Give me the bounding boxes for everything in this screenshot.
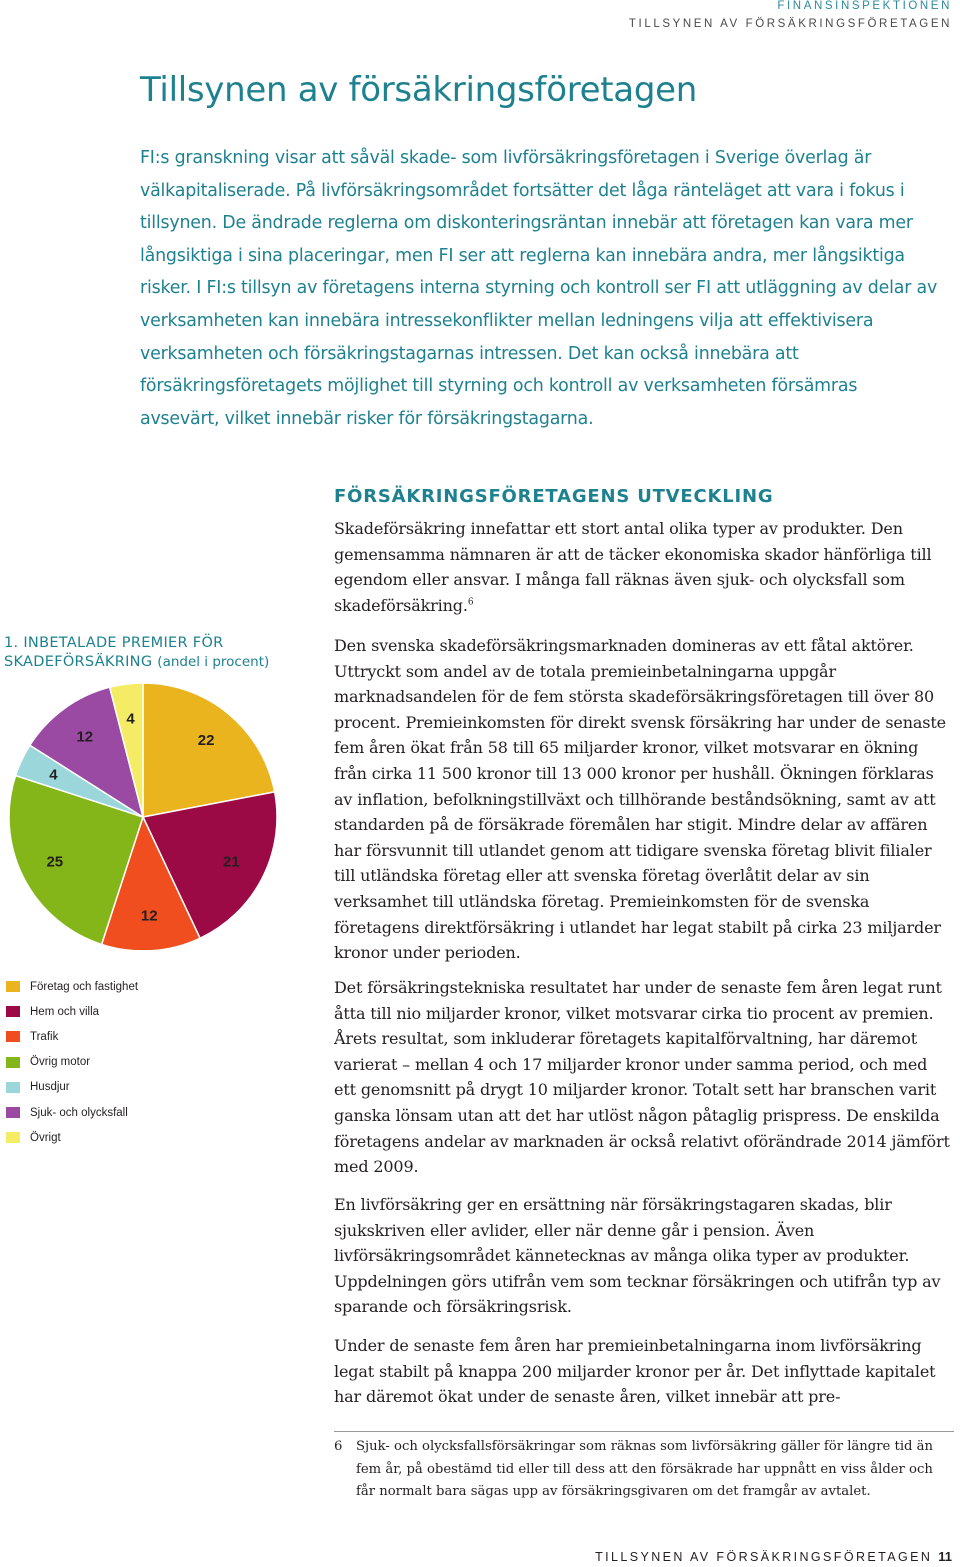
page-footer <box>595 1549 952 1564</box>
legend-item-1 <box>6 999 138 1024</box>
legend-item-4 <box>6 1075 138 1100</box>
footnote-text: Sjuk- och olycksfallsförsäkringar som räknas som livförsäkring gäller för längre tid än fem år, på obestämd tid eller till dess att den försäkrade har uppnått en viss ålder och får normalt bara sägas upp av försäkringsgivaren om det framgår av avtalet. <box>356 1439 934 1500</box>
pie-label-5: 12 <box>76 728 94 746</box>
pie-label-6: 4 <box>126 710 135 728</box>
legend-swatch-1 <box>6 1006 20 1017</box>
legend-item-3 <box>6 1050 138 1075</box>
body-paragraph-5: Under de senaste fem åren har premieinbetalningarna inom livförsäkring legat stabilt på knappa 200 miljarder kronor per år. Det inflyttade kapitalet har däremot ökat under de senaste åren, vilket innebär att pre- <box>334 1336 936 1407</box>
legend-label-4: Husdjur <box>30 1081 70 1094</box>
legend-label-2: Trafik <box>30 1030 59 1043</box>
legend-swatch-6 <box>6 1132 20 1143</box>
pie-label-2: 12 <box>140 907 158 925</box>
pie-chart <box>0 680 300 950</box>
chart-title-text: 1. INBETALADE PREMIER FÖR SKADEFÖRSÄKRING <box>4 635 224 670</box>
section-heading: FÖRSÄKRINGSFÖRETAGENS UTVECKLING <box>334 486 774 507</box>
legend-swatch-0 <box>6 981 20 992</box>
footnote-reference[interactable]: 6 <box>467 597 474 608</box>
lead-paragraph: FI:s granskning visar att såväl skade- som livförsäkringsföretagen i Sverige överlag är välkapitaliserade. På livförsäkringsområdet fortsätter det låga ränteläget att vara i fokus i tillsynen. De ändrade reglerna om diskonteringsräntan innebär att företagen kan vara mer långsiktiga i sina placeringar, men FI ser att reglerna kan innebära andra, mer långsiktiga risker. I FI:s tillsyn av företagens interna styrning och kontroll ser FI att utläggning av delar av verksamheten kan innebära intressekonflikter mellan ledningens vilja att effektivisera verksamheten och försäkringstagarnas intressen. Det kan också innebära att försäkringsföretagets möjlighet till styrning och kontroll av verksamheten försämras avsevärt, vilket innebär risker för försäkringstagarna. <box>140 148 938 429</box>
footnote <box>334 1436 954 1504</box>
pie-label-1: 21 <box>222 853 240 871</box>
pie-label-3: 25 <box>46 853 64 871</box>
header-section: TILLSYNEN AV FÖRSÄKRINGSFÖRETAGEN <box>628 18 952 30</box>
footnote-number: 6 <box>334 1439 343 1454</box>
page-number: 11 <box>938 1549 952 1564</box>
pie-label-0: 22 <box>197 732 215 750</box>
pie-label-4: 4 <box>49 766 58 784</box>
legend-label-5: Sjuk- och olycksfall <box>30 1106 128 1119</box>
legend-label-3: Övrig motor <box>30 1056 91 1069</box>
legend-label-6: Övrigt <box>30 1131 61 1144</box>
chart-title <box>4 634 314 672</box>
footer-section: TILLSYNEN AV FÖRSÄKRINGSFÖRETAGEN <box>595 1550 933 1564</box>
page-title: Tillsynen av försäkringsföretagen <box>140 70 697 110</box>
body-paragraph-2: Den svenska skadeförsäkringsmarknaden domineras av ett fåtal aktörer. Uttryckt som andel av de totala premieinbetalningarna uppgår marknadsandelen för de fem största skadeförsäkringsföretagen till över 80 procent. Premieinkomsten för direkt svensk försäkring har under de senaste fem åren ökat från 58 till 65 miljarder kronor, vilket motsvarar en ökning från cirka 11 500 kronor till 13 000 kronor per hushåll. Ökningen förklaras av inflation, befolkningstillväxt och tillhörande beståndsökning, samt av att standarden på de försäkrade föremålen har stigit. Mindre delar av affären har försvunnit till utlandet genom att tidigare svenska företag blivit filialer till utländska företag eller att svenska företag överlåtit delar av sin verksamhet till utländska företag. Premieinkomsten för de svenska företagens direktförsäkring i utlandet har legat stabilt på cirka 23 miljarder kronor under perioden. <box>334 636 946 963</box>
header-org: FINANSINSPEKTIONEN <box>777 0 952 12</box>
legend-swatch-5 <box>6 1107 20 1118</box>
legend-label-1: Hem och villa <box>30 1005 100 1018</box>
legend-item-5 <box>6 1100 138 1125</box>
legend-swatch-4 <box>6 1082 20 1093</box>
chart-legend <box>6 974 138 1150</box>
legend-label-0: Företag och fastighet <box>30 980 139 993</box>
legend-item-0 <box>6 974 138 999</box>
legend-item-2 <box>6 1024 138 1049</box>
legend-swatch-2 <box>6 1031 20 1042</box>
chart-subtitle: (andel i procent) <box>157 654 270 670</box>
body-paragraph-1-text: Skadeförsäkring innefattar ett stort antal olika typer av produkter. Den gemensamma nämnaren är att de täcker ekonomiska skador hänförliga till egendom eller ansvar. I många fall räknas även sjuk- och olycksfall som skadeförsäkring. <box>334 519 932 615</box>
footnote-divider <box>334 1431 954 1432</box>
body-paragraph-3: Det försäkringstekniska resultatet har under de senaste fem åren legat runt åtta till nio miljarder kronor, vilket motsvarar cirka tio procent av premien. Årets resultat, som inkluderar företagets kapitalförvaltning, har däremot varierat – mellan 4 och 17 miljarder kronor under samma period, och med ett genomsnitt på drygt 10 miljarder kronor. Totalt sett har branschen varit ganska lönsam utan att det har utlöst någon påtaglig prispress. De enskilda företagens andelar av marknaden är också relativt oförändrade 2014 jämfört med 2009. <box>334 978 950 1177</box>
legend-swatch-3 <box>6 1057 20 1068</box>
body-paragraph-1 <box>334 516 954 618</box>
body-paragraph-4: En livförsäkring ger en ersättning när försäkringstagaren skadas, blir sjukskriven eller avlider, eller när denne går i pension. Även livförsäkringsområdet kännetecknas av många olika typer av produkter. Uppdelningen görs utifrån vem som tecknar försäkringen och utifrån typ av sparande och försäkringsrisk. <box>334 1195 941 1317</box>
legend-item-6 <box>6 1125 138 1150</box>
